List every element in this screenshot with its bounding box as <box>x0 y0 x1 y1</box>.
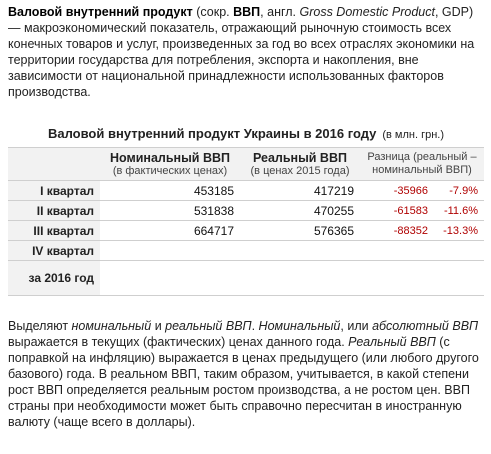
cell-diff <box>360 221 484 241</box>
cell-diff-pct: -7.9% <box>449 184 478 197</box>
outro-real-2: Реальный ВВП <box>348 335 436 349</box>
header-nominal <box>100 148 240 181</box>
header-real <box>240 148 360 181</box>
cell-nominal: 664717 <box>100 221 240 241</box>
cell-diff-abs: -35966 <box>393 184 428 197</box>
intro-abbr-open: (сокр. <box>192 5 234 19</box>
gdp-table-section <box>8 122 484 296</box>
cell-diff-abs: -88352 <box>393 224 428 237</box>
intro-eng-term: Gross Domestic Product <box>299 5 435 19</box>
cell-real: 576365 <box>240 221 360 241</box>
cell-real: 417219 <box>240 181 360 201</box>
row-label: II квартал <box>8 201 100 221</box>
header-diff-sub: Разница (реальный – номинальный ВВП) <box>367 151 477 176</box>
header-real-sub: (в ценах 2015 года) <box>250 165 350 177</box>
cell-nominal <box>100 261 240 296</box>
intro-paragraph <box>8 4 482 100</box>
table-caption <box>8 122 484 147</box>
table-row <box>8 221 484 241</box>
table-header-row <box>8 148 484 181</box>
outro-text-4: , или <box>340 319 373 333</box>
outro-nominal: номинальный <box>71 319 152 333</box>
header-diff <box>360 148 484 181</box>
outro-paragraph <box>8 318 482 430</box>
header-corner <box>8 148 100 181</box>
row-label: I квартал <box>8 181 100 201</box>
table-row <box>8 241 484 261</box>
outro-absolute: абсолютный ВВП <box>372 319 479 333</box>
cell-diff-pct: -11.6% <box>443 204 478 217</box>
header-nominal-sub: (в фактических ценах) <box>112 165 228 177</box>
cell-diff <box>360 181 484 201</box>
table-title: Валовой внутренний продукт Украины в 2016 году <box>47 126 377 141</box>
row-label: IV квартал <box>8 241 100 261</box>
cell-diff-pct: -13.3% <box>443 224 478 237</box>
intro-term: Валовой внутренний продукт <box>8 5 193 19</box>
outro-text-3: . <box>251 319 259 333</box>
table-row <box>8 261 484 296</box>
cell-nominal <box>100 241 240 261</box>
row-label: за 2016 год <box>8 261 100 296</box>
cell-real: 470255 <box>240 201 360 221</box>
outro-nominal-2: Номинальный <box>258 319 341 333</box>
table-row <box>8 201 484 221</box>
cell-diff <box>360 201 484 221</box>
header-real-main: Реальный ВВП <box>253 151 347 165</box>
cell-real <box>240 241 360 261</box>
outro-text-2: и <box>151 319 166 333</box>
outro-real: реальный ВВП <box>165 319 252 333</box>
intro-abbr: ВВП <box>233 5 261 19</box>
row-label: III квартал <box>8 221 100 241</box>
outro-text-1: Выделяют <box>8 319 72 333</box>
outro-text-5: выражается в текущих (фактических) ценах данного года. <box>8 335 349 349</box>
table-unit: (в млн. грн.) <box>382 129 445 141</box>
intro-eng-prefix: , англ. <box>260 5 300 19</box>
cell-nominal: 453185 <box>100 181 240 201</box>
cell-nominal: 531838 <box>100 201 240 221</box>
cell-diff <box>360 241 484 261</box>
table-row <box>8 181 484 201</box>
gdp-table <box>8 147 484 296</box>
cell-diff <box>360 261 484 296</box>
intro-definition: , GDP) — макроэкономический показатель, отражающий рыночную стоимость всех конечных товаров и услуг, произведенных за год во всех отраслях экономики на территории государства для потребления, экспорта и накопления, вне зависимости от национальной принадлежности использованных факторов производства. <box>8 5 475 99</box>
cell-real <box>240 261 360 296</box>
cell-diff-abs: -61583 <box>393 204 428 217</box>
header-nominal-main: Номинальный ВВП <box>110 151 230 165</box>
outro-text-6: (с поправкой на инфляцию) выражается в ценах предыдущего (или любого другого базового) года. В реальном ВВП, таким образом, учитывается, в какой степени рост ВВП определяется реальным ростом производства, а не ростом цен. ВВП страны при необходимости может быть справочно пересчитан в иностранную валюту (чаще всего в доллары). <box>8 335 479 429</box>
